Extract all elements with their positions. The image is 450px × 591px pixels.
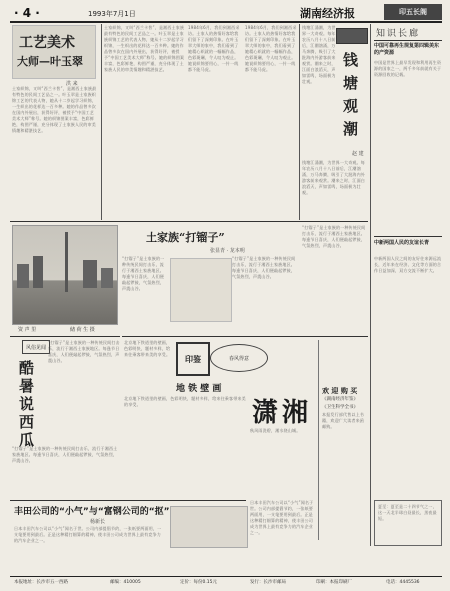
gongyi-title-line2: 大师—叶玉翠	[17, 55, 83, 68]
notice-body: 本报发行部代售以上书籍，欢迎广大读者来函邮购。	[322, 412, 364, 429]
masthead: 湖南经济报	[300, 7, 355, 20]
footer-rule	[10, 576, 442, 577]
page-number: · 4 ·	[14, 6, 40, 20]
photo-caption-right: 储 荷 生 摄	[70, 327, 95, 333]
qiantang-author: 赵 建	[352, 151, 364, 157]
right-col-body-1: 中国是世界上最早发现和利用再生资源的国家之一，两千多年前就有关于资源回收的记载。	[374, 60, 442, 77]
right-col-mast-rule	[374, 40, 442, 41]
photo-caption-left: 资 声 里	[18, 327, 37, 333]
bottom-article-title: 丰田公司的“小气”与“富钢公司的“抠”	[14, 507, 170, 517]
col-divider-2	[299, 24, 300, 220]
qiantang-emblem	[336, 28, 368, 44]
sidebar-body-1: “打镏子”是土家族的一种传统民间打击乐，流行于湘西土家族地区。每逢节日喜庆，人们便敲起锣鼓，气氛热烈，声震山谷。	[48, 340, 120, 363]
gongyi-title-line1: 工艺美术	[19, 35, 75, 51]
photo-building-4	[101, 268, 113, 288]
tujia-body-3: “打镏子”是土家族的一种传统民间打击乐，流行于湘西土家族地区。每逢节日喜庆，人们便敲起锣鼓，气氛热烈，声震山谷。	[302, 225, 366, 248]
guhua-title: 地 铁 壁 画	[176, 384, 222, 394]
tujia-byline: 张显青 · 龙本明	[210, 248, 245, 254]
issue-date: 1993年7月1日	[88, 10, 136, 18]
middle-body-col1: 1984年6月，我们到湘西采访。土家人的热情好客给我们留下了深刻印象。在叶玉翠大师的家中，我们看到了她精心织就的一幅幅作品，色彩斑斓，令人叹为观止。她说织锦要用心，一针一线都不能马虎。	[188, 25, 240, 72]
bottom-article-body: 日本丰田汽车公司以“小气”闻名于世。公司内部提倡节约，一张纸要两面用，一支笔要用到最后。正是这种精打细算的精神，使丰田公司成为世界上最有竞争力的汽车企业之一。	[14, 526, 162, 543]
sidebar-top-rule	[10, 336, 120, 337]
bottom-article-body-2: 日本丰田汽车公司以“小气”闻名于世。公司内部提倡节约，一张纸要两面用，一支笔要用到最后。正是这种精打细算的精神，使丰田公司成为世界上最有竞争力的汽车企业之一。	[250, 500, 314, 535]
gongyi-title-box	[12, 25, 96, 79]
banner-top-right	[384, 4, 442, 20]
col-divider-1	[101, 24, 102, 220]
qiantang-body-2: 钱塘江涌潮，为世界一大奇观。每年农历八月十八日前后，江潮汹涌，万马奔腾，吸引了大批海内外游客前来观赏。潮来之时，江面白浪滔天，声如雷鸣，场面极为壮观。	[302, 160, 365, 195]
seal-oval-text: 春风得意	[228, 355, 249, 362]
footer-postcode: 邮编：410005	[110, 580, 141, 585]
bottom-article-author: 杨新长	[90, 519, 106, 525]
seal-oval	[210, 344, 268, 372]
sidebar-stamp-text: 风俗见闻	[25, 344, 46, 351]
footer-price: 定价：每份0.15元	[180, 580, 218, 585]
notice-title: 欢 迎 购 买	[322, 387, 358, 395]
photo-top-rule	[10, 221, 368, 222]
stamp-row-rule	[122, 336, 368, 337]
calligraphy-title: 潇湘	[252, 398, 313, 428]
banner-text: 印五长阁	[399, 8, 427, 16]
tujia-title: 土家族“打镏子”	[146, 231, 225, 244]
tujia-drum-drawing	[170, 258, 232, 322]
tujia-body-2: “打镏子”是土家族的一种传统民间打击乐，流行于湘西土家族地区。每逢节日喜庆，人们便敲起锣鼓，气氛热烈，声震山谷。	[232, 256, 296, 279]
bottom-article-rule	[10, 500, 246, 501]
right-col-rule-2	[374, 236, 442, 237]
seal-square-text: 印鉴	[185, 354, 201, 364]
footer-distribution: 发行：长沙市邮局	[250, 580, 286, 585]
middle-body-col2: 1984年6月，我们到湘西采访。土家人的热情好客给我们留下了深刻印象。在叶玉翠大师的家中，我们看到了她精心织就的一幅幅作品，色彩斑斓，令人叹为观止。她说织锦要用心，一针一线都不能马虎。	[245, 25, 297, 72]
seal-square	[176, 342, 210, 376]
tujia-body-1: “打镏子”是土家族的一种传统民间打击乐，流行于湘西土家族地区。每逢节日喜庆，人们便敲起锣鼓，气氛热烈，声震山谷。	[122, 256, 165, 291]
notice-book-2: 《卫生科学全书》	[322, 405, 358, 410]
right-col-headline-1: 中国可靠再生规复第四辑美东的产资源	[374, 43, 440, 56]
photo-building-3	[83, 260, 97, 288]
photo-tower	[65, 232, 68, 292]
qiantang-body-1: 钱塘江涌潮，为世界一大奇观。每年农历八月十八日前后，江潮汹涌，万马奔腾，吸引了大批海内外游客前来观赏。潮来之时，江面白浪滔天，声如雷鸣，场面极为壮观。	[302, 25, 336, 84]
sidebar-body-2: “打镏子”是土家族的一种传统民间打击乐，流行于湘西土家族地区。每逢节日喜庆，人们便敲起锣鼓，气氛热烈，声震山谷。	[12, 446, 118, 463]
gongyi-body: 土家织锦，又叫“西兰卡普”，是湘西土家族最有特色的民间工艺品之一。叶玉翠是土家族织锦工艺的代表人物，她从十二岁起学习织锦，一生织出的花样达一百多种。她的作品曾多次在国内外展出，获得好评，被授予“中国工艺美术大师”称号。她的织锦图案丰富，色彩鲜艳，构图严谨，充分体现了土家族人民的审美情趣和精湛技艺。	[12, 86, 97, 133]
footer-phone: 电话：4445536	[386, 580, 420, 585]
col-divider-3	[370, 24, 371, 546]
notice-book-1: 《湖南经济年鉴》	[322, 397, 358, 402]
stamp-row-body: 北京地下铁道里的壁画，色彩明快，题材多样，给来往乘客带来美的享受。	[124, 340, 171, 357]
header-rule	[10, 21, 442, 23]
calligraphy-poem: 秋风雨洗碧，湘水绕山城。	[250, 428, 301, 433]
footer-address: 本报地址：长沙市五一西路	[14, 580, 68, 585]
photo-building-1	[17, 264, 29, 288]
footer-printing: 印刷：本报印刷厂	[316, 580, 352, 585]
right-col-box-text: 夏至：夏至是二十四节气之一，这一天北半球白昼最长，黑夜最短。	[378, 504, 437, 521]
right-col-mast: 知识长廊	[376, 29, 421, 39]
bottom-article-illustration	[170, 506, 248, 548]
gongyi-body-col2: 土家织锦，又叫“西兰卡普”，是湘西土家族最有特色的民间工艺品之一。叶玉翠是土家族织锦工艺的代表人物，她从十二岁起学习织锦，一生织出的花样达一百多种。她的作品曾多次在国内外展出，获得好评，被授予“中国工艺美术大师”称号。她的织锦图案丰富，色彩鲜艳，构图严谨，充分体现了土家族人民的审美情趣和精湛技艺。	[104, 25, 185, 72]
right-col-headline-2: 中新两国人民的友谊长青	[374, 240, 430, 246]
right-col-body-2: 中新两国人民之间的友好往来源远流长，近年来在经济、文化等方面的合作日益加深，双方交流不断扩大。	[374, 256, 442, 273]
sidebar-stamp	[22, 340, 50, 354]
guhua-body: 北京地下铁道里的壁画，色彩明快，题材多样，给来往乘客带来美的享受。	[124, 396, 246, 407]
sidebar-title: 酷暑说西瓜	[17, 360, 35, 450]
right-col-box	[374, 500, 442, 546]
photo-building-2	[33, 256, 43, 288]
qiantang-title: 钱塘观潮	[341, 52, 359, 144]
photo-city	[12, 225, 118, 325]
gongyi-author: 洪 来	[66, 81, 78, 87]
